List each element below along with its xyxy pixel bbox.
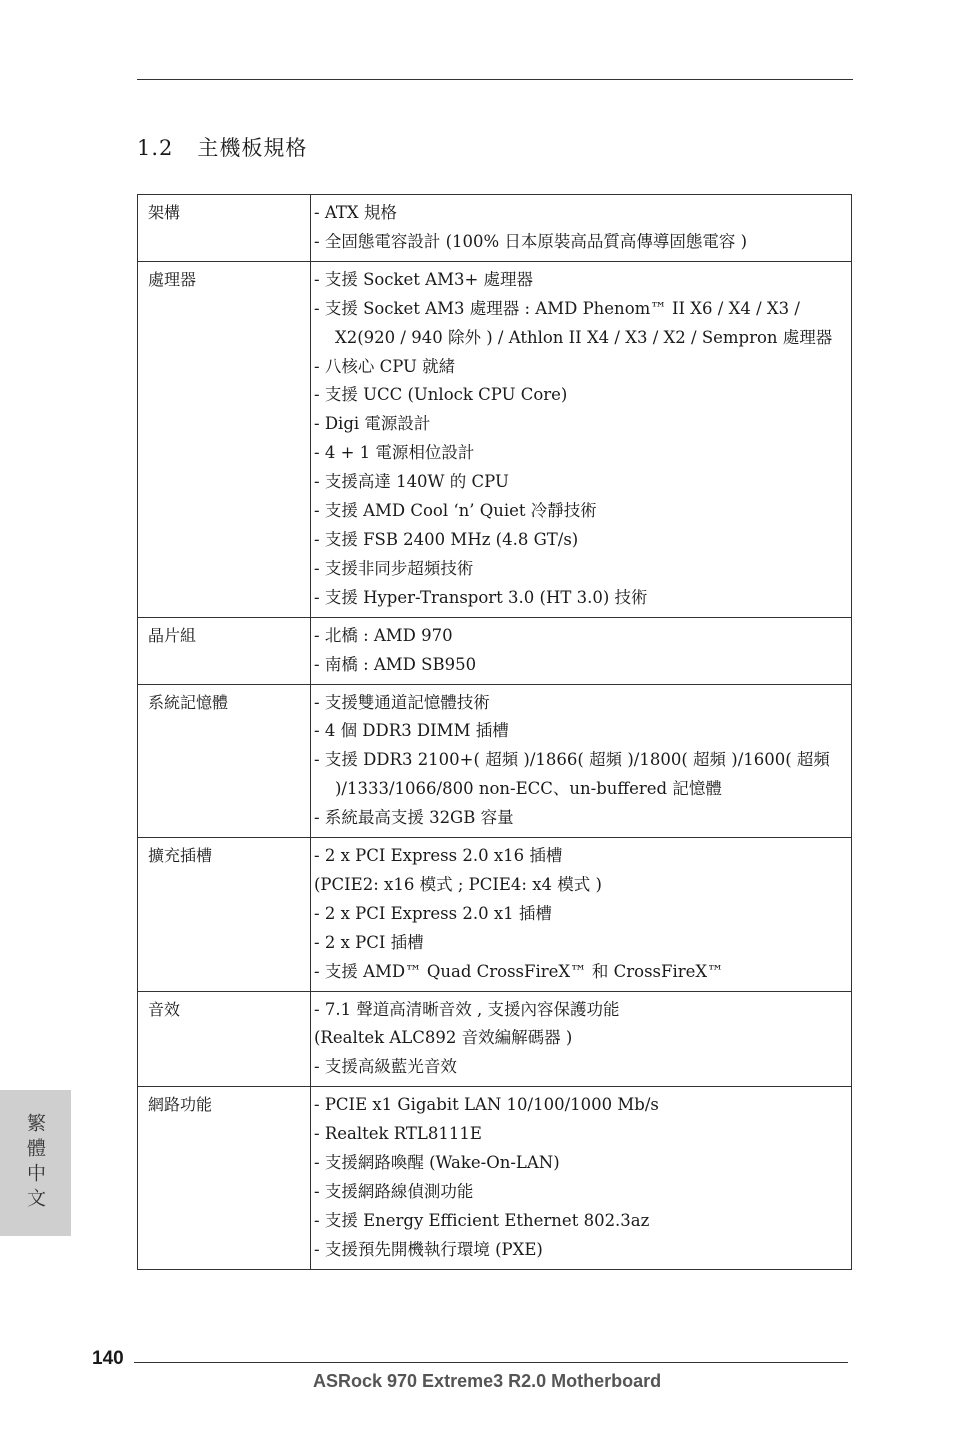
section-title: 主機板規格 bbox=[197, 136, 308, 160]
spec-values bbox=[311, 838, 852, 992]
spec-line: - 2 x PCI Express 2.0 x16 插槽 bbox=[314, 846, 563, 866]
spec-table bbox=[137, 194, 852, 1270]
section-number: 1.2 bbox=[137, 136, 174, 160]
spec-line: - 支援高達 140W 的 CPU bbox=[314, 472, 509, 492]
spec-label: 架構 bbox=[138, 195, 311, 262]
spec-line: - 支援網路線偵測功能 bbox=[314, 1182, 474, 1201]
spec-label: 系統記憶體 bbox=[138, 684, 311, 838]
page-number: 140 bbox=[92, 1348, 124, 1369]
spec-row bbox=[138, 684, 852, 838]
language-tab-label: 繁體中文 bbox=[24, 1113, 46, 1213]
spec-line: - 4 + 1 電源相位設計 bbox=[314, 443, 475, 463]
language-side-tab bbox=[0, 1090, 71, 1236]
spec-line: - ATX 規格 bbox=[314, 203, 397, 222]
spec-label: 處理器 bbox=[138, 261, 311, 617]
spec-row bbox=[138, 195, 852, 262]
spec-line: - 7.1 聲道高清晰音效 , 支援內容保護功能 bbox=[314, 999, 620, 1019]
spec-values bbox=[311, 684, 852, 838]
footer-rule bbox=[134, 1362, 848, 1363]
spec-values bbox=[311, 617, 852, 684]
spec-values bbox=[311, 195, 852, 262]
spec-values bbox=[311, 991, 852, 1087]
spec-line: - 八核心 CPU 就緒 bbox=[314, 356, 456, 376]
spec-line: - 支援 Energy Efficient Ethernet 802.3az bbox=[314, 1210, 650, 1230]
spec-line: - 支援 UCC (Unlock CPU Core) bbox=[314, 385, 568, 405]
top-rule bbox=[137, 79, 853, 80]
spec-line: - 2 x PCI 插槽 bbox=[314, 932, 424, 952]
spec-line: - 2 x PCI Express 2.0 x1 插槽 bbox=[314, 903, 552, 923]
spec-values bbox=[311, 1087, 852, 1269]
spec-row bbox=[138, 261, 852, 617]
spec-line: - 4 個 DDR3 DIMM 插槽 bbox=[314, 721, 509, 741]
spec-row bbox=[138, 838, 852, 992]
spec-line: - 支援 AMD™ Quad CrossFireX™ 和 CrossFireX™ bbox=[314, 961, 724, 981]
spec-line: - 支援預先開機執行環境 (PXE) bbox=[314, 1239, 543, 1259]
spec-line: - 系統最高支援 32GB 容量 bbox=[314, 808, 514, 828]
spec-line: - Digi 電源設計 bbox=[314, 414, 431, 434]
spec-line: (PCIE2: x16 模式 ; PCIE4: x4 模式 ) bbox=[314, 874, 602, 894]
spec-row bbox=[138, 617, 852, 684]
spec-label: 網路功能 bbox=[138, 1087, 311, 1269]
spec-line: - 支援 DDR3 2100+( 超頻 )/1866( 超頻 )/1800( 超頻 )/1600( 超頻 )/1333/1066/800 non-ECC、un-buffered 記憶體 bbox=[314, 750, 830, 799]
spec-line: - PCIE x1 Gigabit LAN 10/100/1000 Mb/s bbox=[314, 1095, 659, 1115]
spec-line: - 支援 Hyper-Transport 3.0 (HT 3.0) 技術 bbox=[314, 587, 648, 607]
spec-line: - 全固態電容設計 (100% 日本原裝高品質高傳導固態電容 ) bbox=[314, 231, 748, 251]
footer-title: ASRock 970 Extreme3 R2.0 Motherboard bbox=[313, 1371, 662, 1391]
spec-row bbox=[138, 991, 852, 1087]
spec-table-body bbox=[138, 195, 852, 1270]
spec-line: - 北橋 : AMD 970 bbox=[314, 625, 453, 645]
spec-values bbox=[311, 261, 852, 617]
spec-line: - 南橋 : AMD SB950 bbox=[314, 654, 477, 674]
spec-line: - 支援非同步超頻技術 bbox=[314, 558, 474, 578]
spec-line: - 支援高級藍光音效 bbox=[314, 1057, 457, 1077]
spec-line: - 支援雙通道記憶體技術 bbox=[314, 692, 490, 712]
spec-line: (Realtek ALC892 音效編解碼器 ) bbox=[314, 1028, 573, 1048]
spec-label: 音效 bbox=[138, 991, 311, 1087]
spec-row bbox=[138, 1087, 852, 1269]
spec-line: - Realtek RTL8111E bbox=[314, 1124, 482, 1144]
spec-line: - 支援 FSB 2400 MHz (4.8 GT/s) bbox=[314, 529, 579, 549]
spec-line: - 支援 AMD Cool ‘n’ Quiet 冷靜技術 bbox=[314, 501, 597, 521]
spec-line: - 支援 Socket AM3+ 處理器 bbox=[314, 269, 534, 289]
spec-line: - 支援 Socket AM3 處理器 : AMD Phenom™ II X6 / X4 / X3 / X2(920 / 940 除外 ) / Athlon II X4 / X3 / X2 / Sempron 處理器 bbox=[314, 298, 833, 347]
spec-label: 擴充插槽 bbox=[138, 838, 311, 992]
section-heading bbox=[137, 132, 307, 162]
spec-label: 晶片組 bbox=[138, 617, 311, 684]
spec-line: - 支援網路喚醒 (Wake-On-LAN) bbox=[314, 1153, 560, 1173]
